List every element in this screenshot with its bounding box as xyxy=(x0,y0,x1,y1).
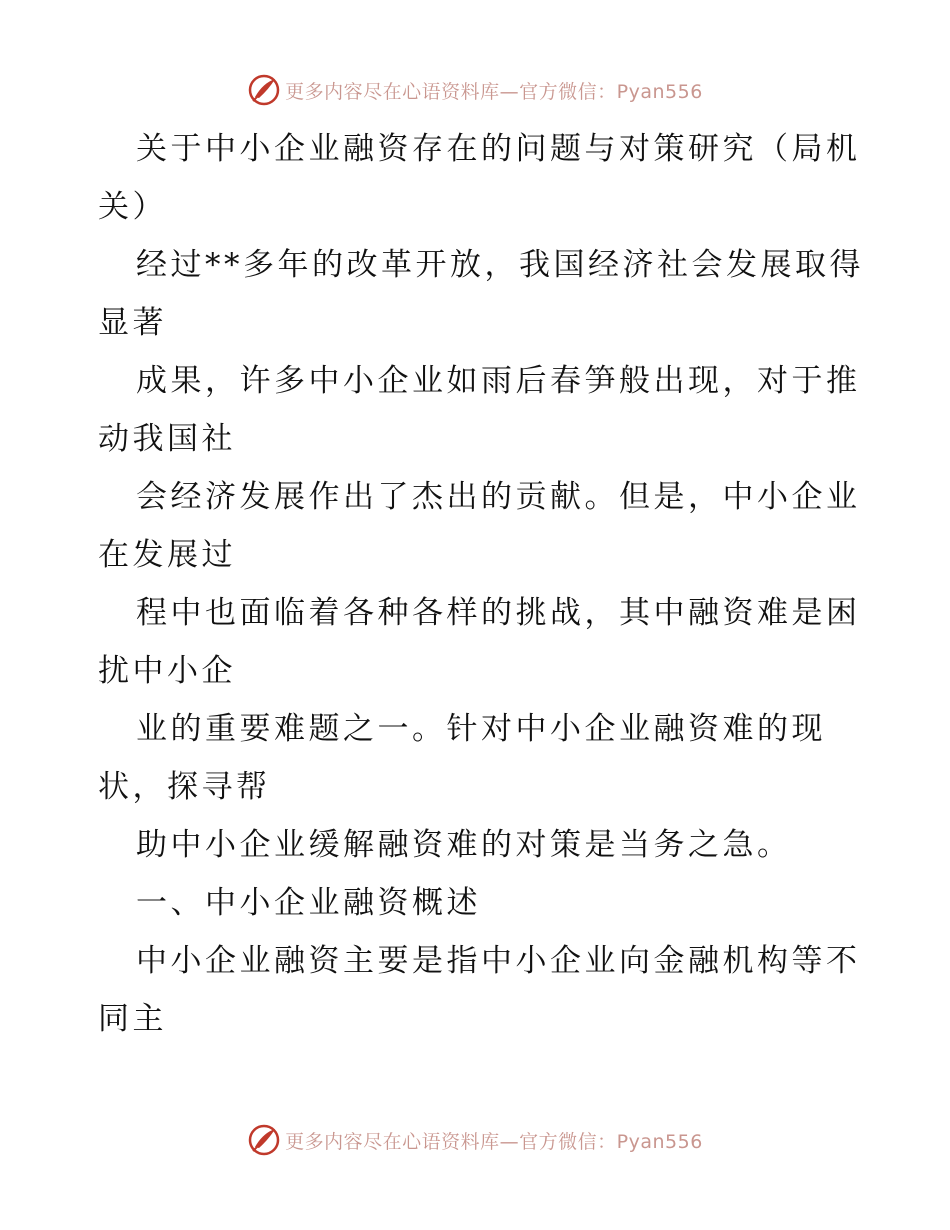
text-line: 显著 xyxy=(98,305,167,341)
quill-logo-icon xyxy=(247,1123,281,1157)
header-watermark xyxy=(0,70,950,110)
text-line: 在发展过 xyxy=(98,537,236,573)
text-line: 会经济发展作出了杰出的贡献。但是，中小企业 xyxy=(136,479,861,515)
text-line: 经过**多年的改革开放，我国经济社会发展取得 xyxy=(136,247,864,283)
text-line: 关于中小企业融资存在的问题与对策研究（局机 xyxy=(136,131,861,167)
document-body xyxy=(98,120,864,1048)
watermark-text: 更多内容尽在心语资料库—官方微信：Pyan556 xyxy=(285,80,703,103)
text-line: 同主 xyxy=(98,1001,167,1037)
text-line: 程中也面临着各种各样的挑战，其中融资难是困 xyxy=(136,595,861,631)
text-line: 动我国社 xyxy=(98,421,236,457)
quill-logo-icon xyxy=(247,73,281,107)
text-line: 业的重要难题之一。针对中小企业融资难的现 xyxy=(136,711,826,747)
text-line: 关） xyxy=(98,189,167,225)
text-line: 扰中小企 xyxy=(98,653,236,689)
text-line: 中小企业融资主要是指中小企业向金融机构等不 xyxy=(136,943,861,979)
text-line: 成果，许多中小企业如雨后春笋般出现，对于推 xyxy=(136,363,861,399)
watermark-text: 更多内容尽在心语资料库—官方微信：Pyan556 xyxy=(285,1130,703,1153)
text-line: 状，探寻帮 xyxy=(98,769,271,805)
section-heading: 一、中小企业融资概述 xyxy=(136,885,481,921)
text-line: 助中小企业缓解融资难的对策是当务之急。 xyxy=(136,827,792,863)
footer-watermark xyxy=(0,1120,950,1160)
